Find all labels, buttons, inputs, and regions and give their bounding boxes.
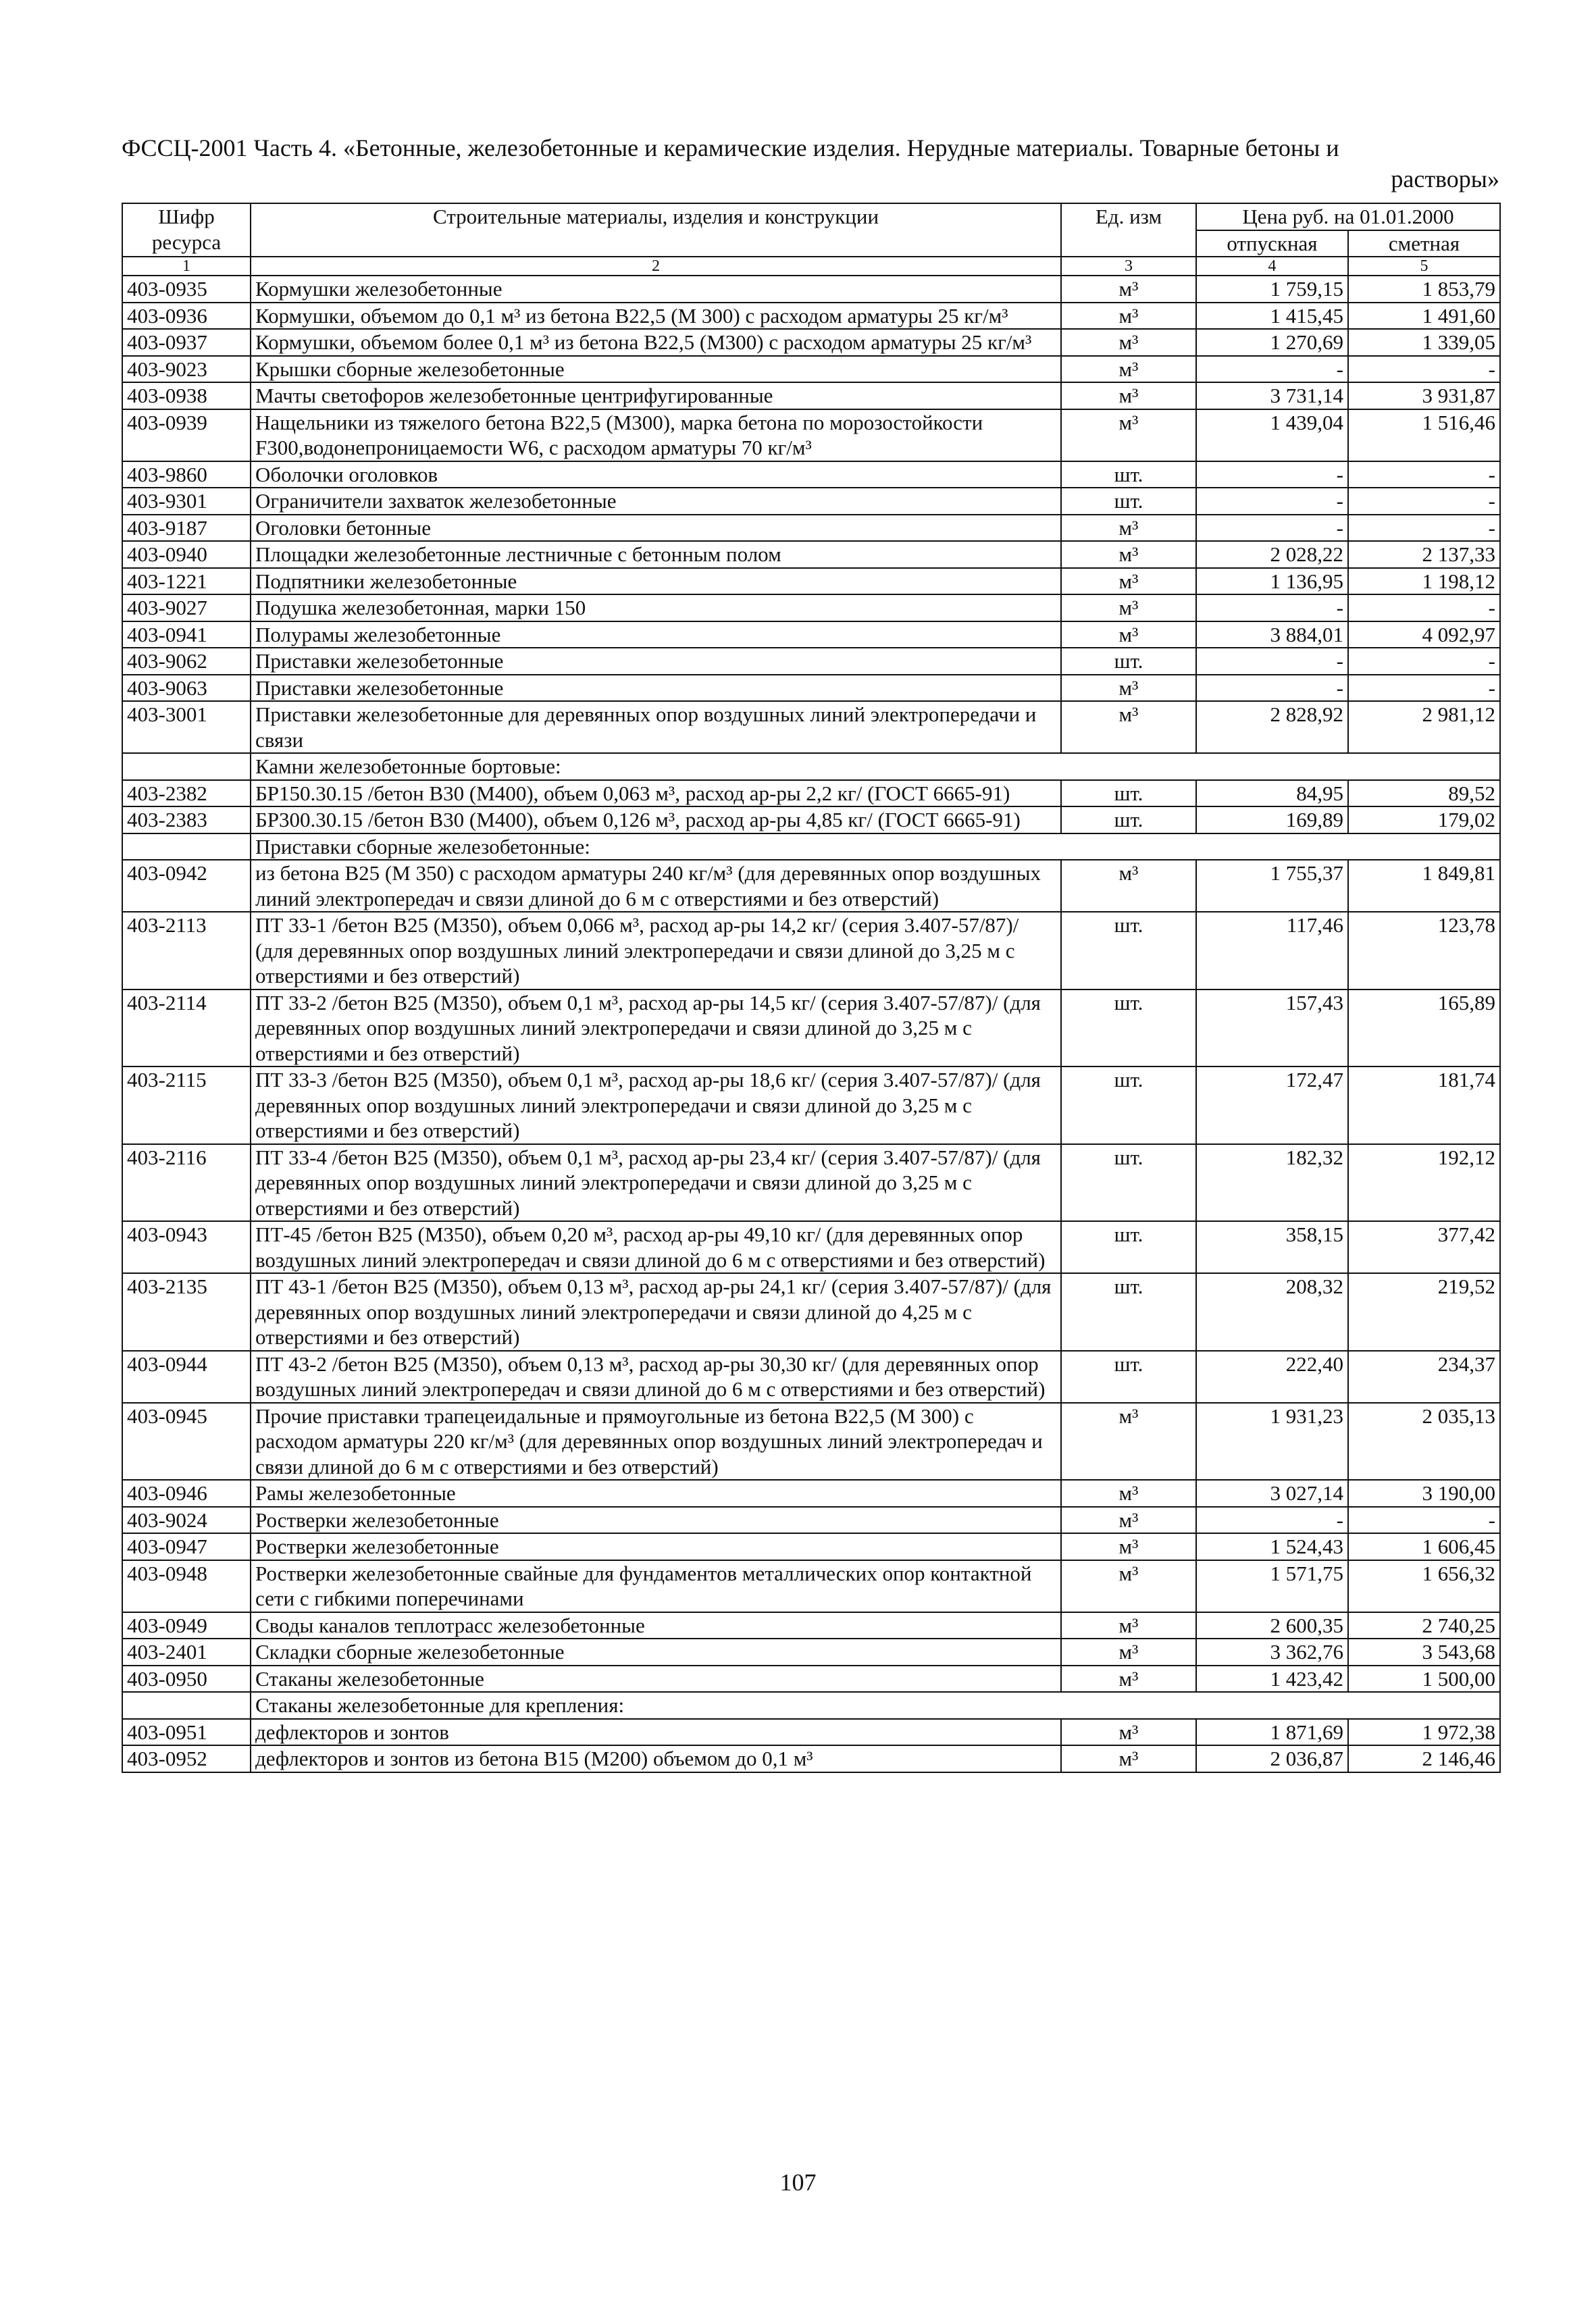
table-row xyxy=(122,594,1500,621)
release-price: - xyxy=(1196,648,1348,675)
unit-cell: шт. xyxy=(1061,488,1196,515)
unit-cell: шт. xyxy=(1061,1273,1196,1351)
table-body xyxy=(122,276,1500,1772)
resource-code: 403-0943 xyxy=(122,1221,251,1273)
estimate-price: 179,02 xyxy=(1348,806,1500,833)
unit-cell: м³ xyxy=(1061,701,1196,753)
material-name: Кормушки железобетонные xyxy=(251,276,1061,303)
release-price: 172,47 xyxy=(1196,1066,1348,1144)
table-row xyxy=(122,1639,1500,1666)
estimate-price: - xyxy=(1348,515,1500,542)
column-number-row xyxy=(122,257,1500,276)
estimate-price: 1 849,81 xyxy=(1348,860,1500,912)
unit-cell: м³ xyxy=(1061,356,1196,383)
release-price: - xyxy=(1196,515,1348,542)
estimate-price: 1 972,38 xyxy=(1348,1719,1500,1746)
material-name: ПТ 33-4 /бетон В25 (М350), объем 0,1 м³, расход ар-ры 23,4 кг/ (серия 3.407-57/87)/ (для деревянных опор воздушных линий электропередачи и связи длиной до 3,25 м с отверстиями и без отверстий) xyxy=(251,1144,1061,1222)
release-price: 2 036,87 xyxy=(1196,1745,1348,1772)
estimate-price: 123,78 xyxy=(1348,912,1500,989)
table-row xyxy=(122,541,1500,568)
unit-cell: м³ xyxy=(1061,568,1196,595)
material-name: Своды каналов теплотрасс железобетонные xyxy=(251,1612,1061,1639)
resource-code: 403-0942 xyxy=(122,860,251,912)
table-row xyxy=(122,1144,1500,1222)
unit-cell: шт. xyxy=(1061,989,1196,1067)
material-name: Оголовки бетонные xyxy=(251,515,1061,542)
table-row xyxy=(122,675,1500,702)
table-row xyxy=(122,276,1500,303)
estimate-price: - xyxy=(1348,594,1500,621)
estimate-price: 377,42 xyxy=(1348,1221,1500,1273)
unit-cell: м³ xyxy=(1061,860,1196,912)
resource-code: 403-0951 xyxy=(122,1719,251,1746)
release-price: 1 524,43 xyxy=(1196,1533,1348,1560)
unit-cell: м³ xyxy=(1061,1745,1196,1772)
column-number: 2 xyxy=(251,257,1061,276)
col-header-code: Шифр ресурса xyxy=(122,203,251,257)
material-name: ПТ 33-2 /бетон В25 (М350), объем 0,1 м³, расход ар-ры 14,5 кг/ (серия 3.407-57/87)/ (для деревянных опор воздушных линий электропередачи и связи длиной до 3,25 м с отверстиями и без отверстий) xyxy=(251,989,1061,1067)
table-row xyxy=(122,912,1500,989)
estimate-price: 2 981,12 xyxy=(1348,701,1500,753)
release-price: 117,46 xyxy=(1196,912,1348,989)
table-row xyxy=(122,1403,1500,1481)
unit-cell: м³ xyxy=(1061,541,1196,568)
estimate-price: 1 656,32 xyxy=(1348,1560,1500,1612)
material-name: Полурамы железобетонные xyxy=(251,621,1061,648)
estimate-price: 1 339,05 xyxy=(1348,329,1500,356)
estimate-price: - xyxy=(1348,648,1500,675)
material-name: Нащельники из тяжелого бетона В22,5 (М300), марка бетона по морозостойкости F300,водонепроницаемости W6, с расходом арматуры 70 кг/м³ xyxy=(251,409,1061,461)
resource-code: 403-2383 xyxy=(122,806,251,833)
resource-code: 403-0935 xyxy=(122,276,251,303)
material-name: БР150.30.15 /бетон В30 (М400), объем 0,063 м³, расход ар-ры 2,2 кг/ (ГОСТ 6665-91) xyxy=(251,780,1061,807)
material-name: Ростверки железобетонные xyxy=(251,1507,1061,1534)
unit-cell: м³ xyxy=(1061,621,1196,648)
col-header-release: отпускная xyxy=(1196,230,1348,257)
table-row xyxy=(122,1745,1500,1772)
unit-cell: шт. xyxy=(1061,648,1196,675)
table-row xyxy=(122,1612,1500,1639)
resource-code: 403-9027 xyxy=(122,594,251,621)
table-row xyxy=(122,1351,1500,1403)
resource-code: 403-0939 xyxy=(122,409,251,461)
resource-code: 403-0947 xyxy=(122,1533,251,1560)
unit-cell: м³ xyxy=(1061,303,1196,330)
estimate-price: 3 190,00 xyxy=(1348,1480,1500,1507)
unit-cell: м³ xyxy=(1061,594,1196,621)
table-row xyxy=(122,780,1500,807)
resource-code: 403-3001 xyxy=(122,701,251,753)
resource-code: 403-1221 xyxy=(122,568,251,595)
release-price: 1 871,69 xyxy=(1196,1719,1348,1746)
table-row xyxy=(122,701,1500,753)
resource-code: 403-2113 xyxy=(122,912,251,989)
release-price: - xyxy=(1196,1507,1348,1534)
column-number: 4 xyxy=(1196,257,1348,276)
unit-cell: шт. xyxy=(1061,912,1196,989)
estimate-price: 1 198,12 xyxy=(1348,568,1500,595)
table-row xyxy=(122,648,1500,675)
release-price: 169,89 xyxy=(1196,806,1348,833)
table-row xyxy=(122,356,1500,383)
estimate-price: - xyxy=(1348,675,1500,702)
release-price: 1 571,75 xyxy=(1196,1560,1348,1612)
material-name: из бетона В25 (М 350) с расходом арматуры 240 кг/м³ (для деревянных опор воздушных линий электропередач и связи длиной до 6 м с отверстиями и без отверстий) xyxy=(251,860,1061,912)
unit-cell: шт. xyxy=(1061,1144,1196,1222)
table-row xyxy=(122,303,1500,330)
resource-code: 403-9860 xyxy=(122,461,251,488)
estimate-price: 192,12 xyxy=(1348,1144,1500,1222)
resource-code: 403-9024 xyxy=(122,1507,251,1534)
release-price: 208,32 xyxy=(1196,1273,1348,1351)
estimate-price: 1 491,60 xyxy=(1348,303,1500,330)
table-row xyxy=(122,621,1500,648)
material-name: дефлекторов и зонтов из бетона В15 (М200) объемом до 0,1 м³ xyxy=(251,1745,1061,1772)
material-name: Оболочки оголовков xyxy=(251,461,1061,488)
release-price: 1 415,45 xyxy=(1196,303,1348,330)
resource-code: 403-0941 xyxy=(122,621,251,648)
unit-cell: м³ xyxy=(1061,382,1196,409)
col-header-unit: Ед. изм xyxy=(1061,203,1196,257)
material-name: Кормушки, объемом до 0,1 м³ из бетона В22,5 (М 300) с расходом арматуры 25 кг/м³ xyxy=(251,303,1061,330)
material-name: Прочие приставки трапецеидальные и прямоугольные из бетона В22,5 (М 300) с расходом арматуры 220 кг/м³ (для деревянных опор воздушных линий электропередач и связи длиной до 6 м с отверстиями и без отверстий) xyxy=(251,1403,1061,1481)
unit-cell: м³ xyxy=(1061,1639,1196,1666)
estimate-price: 3 931,87 xyxy=(1348,382,1500,409)
table-row xyxy=(122,1480,1500,1507)
release-price: - xyxy=(1196,488,1348,515)
section-title: Приставки сборные железобетонные: xyxy=(251,833,1500,860)
unit-cell: шт. xyxy=(1061,461,1196,488)
estimate-price: 89,52 xyxy=(1348,780,1500,807)
resource-code: 403-9062 xyxy=(122,648,251,675)
release-price: 1 439,04 xyxy=(1196,409,1348,461)
table-row xyxy=(122,1273,1500,1351)
release-price: 2 600,35 xyxy=(1196,1612,1348,1639)
resource-code: 403-2382 xyxy=(122,780,251,807)
table-row xyxy=(122,1666,1500,1693)
resource-code: 403-9023 xyxy=(122,356,251,383)
table-row xyxy=(122,1507,1500,1534)
unit-cell: м³ xyxy=(1061,1480,1196,1507)
release-price: - xyxy=(1196,461,1348,488)
release-price: 157,43 xyxy=(1196,989,1348,1067)
release-price: - xyxy=(1196,356,1348,383)
resource-code: 403-2116 xyxy=(122,1144,251,1222)
resource-code: 403-0948 xyxy=(122,1560,251,1612)
release-price: 2 828,92 xyxy=(1196,701,1348,753)
release-price: 2 028,22 xyxy=(1196,541,1348,568)
unit-cell: шт. xyxy=(1061,1066,1196,1144)
estimate-price: 2 146,46 xyxy=(1348,1745,1500,1772)
estimate-price: 2 137,33 xyxy=(1348,541,1500,568)
unit-cell: м³ xyxy=(1061,329,1196,356)
material-name: Ограничители захваток железобетонные xyxy=(251,488,1061,515)
material-name: ПТ 33-3 /бетон В25 (М350), объем 0,1 м³, расход ар-ры 18,6 кг/ (серия 3.407-57/87)/ (для деревянных опор воздушных линий электропередачи и связи длиной до 3,25 м с отверстиями и без отверстий) xyxy=(251,1066,1061,1144)
estimate-price: - xyxy=(1348,461,1500,488)
release-price: 1 136,95 xyxy=(1196,568,1348,595)
resource-code: 403-0938 xyxy=(122,382,251,409)
resource-code: 403-0944 xyxy=(122,1351,251,1403)
release-price: - xyxy=(1196,675,1348,702)
material-name: дефлекторов и зонтов xyxy=(251,1719,1061,1746)
header-row xyxy=(122,203,1500,230)
section-row xyxy=(122,833,1500,860)
release-price: 1 759,15 xyxy=(1196,276,1348,303)
estimate-price: 1 516,46 xyxy=(1348,409,1500,461)
section-row xyxy=(122,1692,1500,1719)
estimate-price: - xyxy=(1348,1507,1500,1534)
col-header-estimate: сметная xyxy=(1348,230,1500,257)
material-name: Приставки железобетонные xyxy=(251,675,1061,702)
table-row xyxy=(122,329,1500,356)
estimate-price: 234,37 xyxy=(1348,1351,1500,1403)
estimate-price: 1 606,45 xyxy=(1348,1533,1500,1560)
resource-code: 403-0945 xyxy=(122,1403,251,1481)
unit-cell: м³ xyxy=(1061,409,1196,461)
estimate-price: 181,74 xyxy=(1348,1066,1500,1144)
material-name: Стаканы железобетонные xyxy=(251,1666,1061,1693)
table-row xyxy=(122,1221,1500,1273)
resource-code: 403-0946 xyxy=(122,1480,251,1507)
section-row xyxy=(122,753,1500,780)
release-price: 1 270,69 xyxy=(1196,329,1348,356)
section-title: Стаканы железобетонные для крепления: xyxy=(251,1692,1500,1719)
resource-code: 403-2114 xyxy=(122,989,251,1067)
resource-code: 403-2135 xyxy=(122,1273,251,1351)
col-header-name: Строительные материалы, изделия и конструкции xyxy=(251,203,1061,257)
estimate-price: 165,89 xyxy=(1348,989,1500,1067)
estimate-price: 2 740,25 xyxy=(1348,1612,1500,1639)
material-name: Площадки железобетонные лестничные с бетонным полом xyxy=(251,541,1061,568)
release-price: 222,40 xyxy=(1196,1351,1348,1403)
resource-code: 403-0936 xyxy=(122,303,251,330)
column-number: 1 xyxy=(122,257,251,276)
resource-code: 403-2115 xyxy=(122,1066,251,1144)
table-row xyxy=(122,806,1500,833)
unit-cell: шт. xyxy=(1061,806,1196,833)
material-name: ПТ 33-1 /бетон В25 (М350), объем 0,066 м³, расход ар-ры 14,2 кг/ (серия 3.407-57/87)/ (для деревянных опор воздушных линий электропередачи и связи длиной до 3,25 м с отверстиями и без отверстий) xyxy=(251,912,1061,989)
column-number: 5 xyxy=(1348,257,1500,276)
unit-cell: м³ xyxy=(1061,1612,1196,1639)
resource-code: 403-0952 xyxy=(122,1745,251,1772)
material-name: БР300.30.15 /бетон В30 (М400), объем 0,126 м³, расход ар-ры 4,85 кг/ (ГОСТ 6665-91) xyxy=(251,806,1061,833)
table-row xyxy=(122,568,1500,595)
estimate-price: 4 092,97 xyxy=(1348,621,1500,648)
unit-cell: м³ xyxy=(1061,1403,1196,1481)
unit-cell: м³ xyxy=(1061,675,1196,702)
material-name: Приставки железобетонные для деревянных опор воздушных линий электропередачи и связи xyxy=(251,701,1061,753)
release-price: 3 027,14 xyxy=(1196,1480,1348,1507)
resource-code: 403-2401 xyxy=(122,1639,251,1666)
material-name: Складки сборные железобетонные xyxy=(251,1639,1061,1666)
material-name: Подпятники железобетонные xyxy=(251,568,1061,595)
material-name: ПТ 43-2 /бетон В25 (М350), объем 0,13 м³, расход ар-ры 30,30 кг/ (для деревянных опор воздушных линий электропередач и связи длиной до 6 м с отверстиями и без отверстий) xyxy=(251,1351,1061,1403)
resource-code: 403-9187 xyxy=(122,515,251,542)
release-price: 358,15 xyxy=(1196,1221,1348,1273)
material-name: Подушка железобетонная, марки 150 xyxy=(251,594,1061,621)
release-price: 1 423,42 xyxy=(1196,1666,1348,1693)
release-price: 84,95 xyxy=(1196,780,1348,807)
unit-cell: м³ xyxy=(1061,276,1196,303)
resource-code: 403-9301 xyxy=(122,488,251,515)
table-row xyxy=(122,488,1500,515)
unit-cell: м³ xyxy=(1061,1666,1196,1693)
material-name: Кормушки, объемом более 0,1 м³ из бетона В22,5 (М300) с расходом арматуры 25 кг/м³ xyxy=(251,329,1061,356)
table-row xyxy=(122,409,1500,461)
unit-cell: шт. xyxy=(1061,1351,1196,1403)
section-code-cell xyxy=(122,753,251,780)
col-header-price-group: Цена руб. на 01.01.2000 xyxy=(1196,203,1500,230)
section-code-cell xyxy=(122,1692,251,1719)
resource-code: 403-0950 xyxy=(122,1666,251,1693)
estimate-price: 1 500,00 xyxy=(1348,1666,1500,1693)
release-price: 3 884,01 xyxy=(1196,621,1348,648)
estimate-price: - xyxy=(1348,488,1500,515)
unit-cell: м³ xyxy=(1061,515,1196,542)
unit-cell: м³ xyxy=(1061,1560,1196,1612)
estimate-price: 1 853,79 xyxy=(1348,276,1500,303)
resource-code: 403-0949 xyxy=(122,1612,251,1639)
estimate-price: - xyxy=(1348,356,1500,383)
section-code-cell xyxy=(122,833,251,860)
release-price: - xyxy=(1196,594,1348,621)
resource-code: 403-0940 xyxy=(122,541,251,568)
table-row xyxy=(122,860,1500,912)
price-table xyxy=(122,203,1501,1773)
table-row xyxy=(122,461,1500,488)
unit-cell: м³ xyxy=(1061,1533,1196,1560)
release-price: 1 755,37 xyxy=(1196,860,1348,912)
unit-cell: шт. xyxy=(1061,1221,1196,1273)
unit-cell: шт. xyxy=(1061,780,1196,807)
page-number: 107 xyxy=(779,2169,817,2196)
material-name: Мачты светофоров железобетонные центрифугированные xyxy=(251,382,1061,409)
release-price: 182,32 xyxy=(1196,1144,1348,1222)
estimate-price: 2 035,13 xyxy=(1348,1403,1500,1481)
material-name: Ростверки железобетонные свайные для фундаментов металлических опор контактной сети с гибкими поперечинами xyxy=(251,1560,1061,1612)
material-name: Приставки железобетонные xyxy=(251,648,1061,675)
resource-code: 403-9063 xyxy=(122,675,251,702)
table-row xyxy=(122,1719,1500,1746)
release-price: 3 362,76 xyxy=(1196,1639,1348,1666)
material-name: Крышки сборные железобетонные xyxy=(251,356,1061,383)
material-name: Ростверки железобетонные xyxy=(251,1533,1061,1560)
table-row xyxy=(122,1066,1500,1144)
column-number: 3 xyxy=(1061,257,1196,276)
release-price: 1 931,23 xyxy=(1196,1403,1348,1481)
table-row xyxy=(122,1533,1500,1560)
section-title: Камни железобетонные бортовые: xyxy=(251,753,1500,780)
material-name: Рамы железобетонные xyxy=(251,1480,1061,1507)
header-line-2: растворы» xyxy=(1391,165,1499,192)
table-row xyxy=(122,1560,1500,1612)
material-name: ПТ 43-1 /бетон В25 (М350), объем 0,13 м³, расход ар-ры 24,1 кг/ (серия 3.407-57/87)/ (для деревянных опор воздушных линий электропередачи и связи длиной до 4,25 м с отверстиями и без отверстий) xyxy=(251,1273,1061,1351)
estimate-price: 3 543,68 xyxy=(1348,1639,1500,1666)
table-row xyxy=(122,382,1500,409)
estimate-price: 219,52 xyxy=(1348,1273,1500,1351)
unit-cell: м³ xyxy=(1061,1507,1196,1534)
header-line-1: ФССЦ-2001 Часть 4. «Бетонные, железобетонные и керамические изделия. Нерудные материалы. Товарные бетоны и xyxy=(122,134,1339,161)
release-price: 3 731,14 xyxy=(1196,382,1348,409)
page-header xyxy=(122,132,1499,195)
resource-code: 403-0937 xyxy=(122,329,251,356)
table-row xyxy=(122,515,1500,542)
unit-cell: м³ xyxy=(1061,1719,1196,1746)
material-name: ПТ-45 /бетон В25 (М350), объем 0,20 м³, расход ар-ры 49,10 кг/ (для деревянных опор воздушных линий электропередач и связи длиной до 6 м с отверстиями и без отверстий) xyxy=(251,1221,1061,1273)
table-row xyxy=(122,989,1500,1067)
